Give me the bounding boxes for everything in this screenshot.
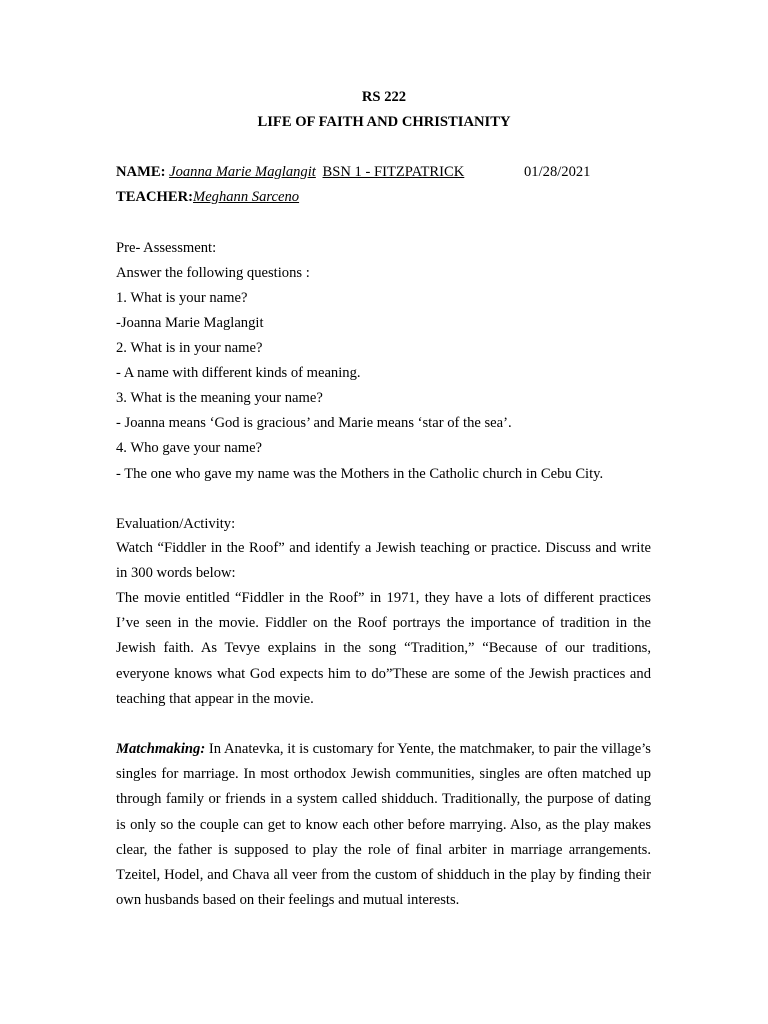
list-item: - Joanna means ‘God is gracious’ and Marie means ‘star of the sea’. [116, 415, 512, 431]
list-item: -Joanna Marie Maglangit [116, 315, 264, 331]
pre-assessment-heading: Pre- Assessment: [116, 240, 217, 256]
list-item: - The one who gave my name was the Mothers in the Catholic church in Cebu City. [116, 466, 604, 482]
matchmaking-paragraph [116, 737, 651, 913]
evaluation-prompt: Watch “Fiddler in the Roof” and identify a Jewish teaching or practice. Discuss and write in 300 words below: [116, 540, 651, 582]
matchmaking-text: In Anatevka, it is customary for Yente, the matchmaker, to pair the village’s singles for marriage. In most orthodox Jewish communities, singles are often matched up through family or friends in a system called shidduch. Traditionally, the purpose of dating is only so the couple can get to know each other before marrying. Also, as the play makes clear, the father is supposed to play the role of final arbiter in marriage arrangements. Tzeitel, Hodel, and Chava all veer from the custom of shidduch in the play by finding their own husbands based on their feelings and mutual interests. [116, 741, 651, 909]
name-line [116, 165, 464, 180]
name-label: NAME: [116, 164, 166, 180]
list-item: 2. What is in your name? [116, 340, 263, 356]
teacher-line [116, 190, 299, 205]
course-code: RS 222 [361, 89, 407, 105]
course-title: LIFE OF FAITH AND CHRISTIANITY [257, 114, 511, 130]
date-value: 01/28/2021 [524, 164, 591, 180]
matchmaking-label: Matchmaking: [116, 741, 206, 757]
section-value: BSN 1 - FITZPATRICK [322, 164, 465, 180]
pre-assessment-instruction: Answer the following questions : [116, 265, 310, 281]
teacher-value: Meghann Sarceno [193, 189, 300, 205]
name-value: Joanna Marie Maglangit [169, 164, 316, 180]
evaluation-heading: Evaluation/Activity: [116, 516, 236, 532]
evaluation-answer: The movie entitled “Fiddler in the Roof” in 1971, they have a lots of different practices I’ve seen in the movie. Fiddler on the Roof portrays the importance of tradition in the Jewish faith. As Tevye explains in the song “Tradition,” “Because of our traditions, everyone knows what God expects him to do”These are some of the Jewish practices and teaching that appear in the movie. [116, 590, 651, 707]
list-item: 1. What is your name? [116, 290, 248, 306]
teacher-label: TEACHER: [116, 189, 194, 205]
list-item: 4. Who gave your name? [116, 440, 263, 456]
list-item: 3. What is the meaning your name? [116, 390, 323, 406]
list-item: - A name with different kinds of meaning. [116, 365, 361, 381]
